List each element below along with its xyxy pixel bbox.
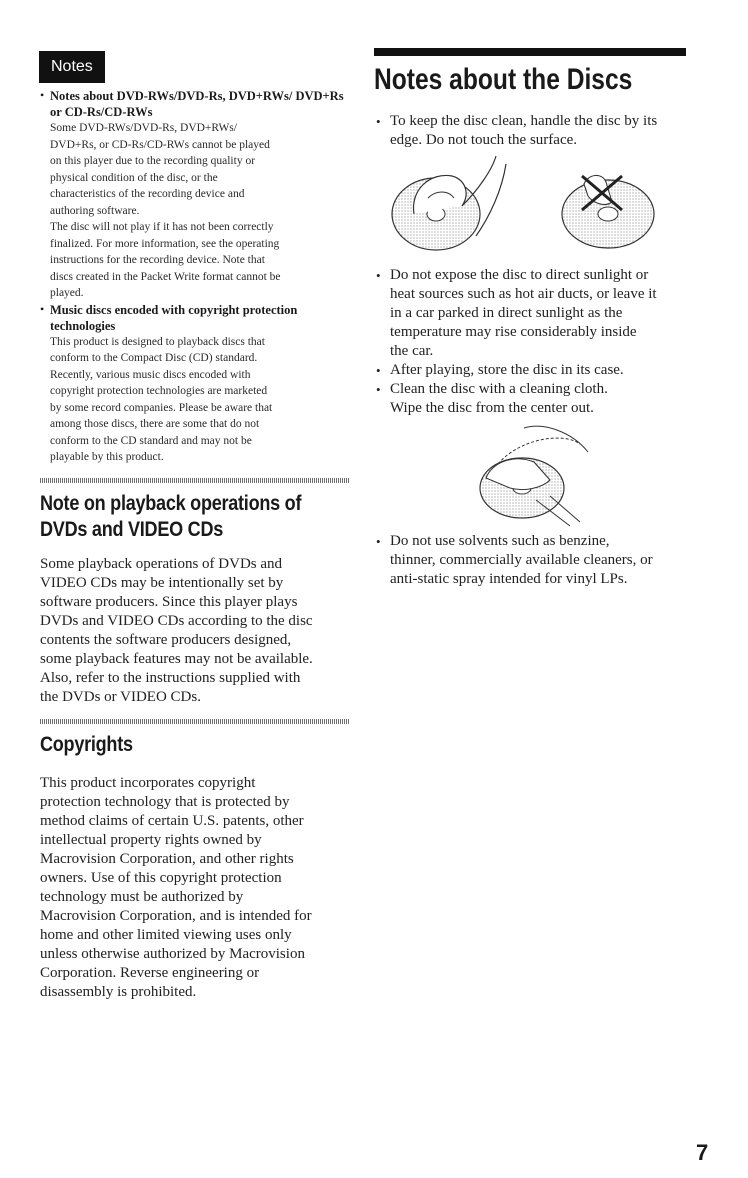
text-line: the car. (390, 343, 434, 359)
note-line: instructions for the recording device. Note that (50, 254, 265, 266)
note-title: • Music discs encoded with copyright protection technologies (50, 302, 298, 333)
note-line: DVD+Rs, or CD-Rs/CD-RWs cannot be played (50, 138, 270, 151)
note-item-music (40, 302, 350, 466)
text-line: thinner, commercially available cleaners, or (390, 552, 653, 568)
note-line: characteristics of the recording device and (50, 188, 245, 200)
text-line: method claims of certain U.S. patents, other (40, 812, 304, 829)
disc-notes-list (374, 112, 694, 150)
section-divider (40, 478, 350, 483)
note-line: played. (50, 287, 84, 299)
text-line: This product incorporates copyright (40, 774, 256, 791)
text-line: some playback features may not be available. (40, 650, 313, 667)
text-line: DVDs and VIDEO CDs according to the disc (40, 612, 313, 629)
text-line: • Do not expose the disc to direct sunlight or (390, 267, 649, 283)
heading-line: Note on playback operations of (40, 491, 302, 515)
note-item-dvd (40, 88, 350, 302)
heading-line: DVDs and VIDEO CDs (40, 517, 224, 541)
note-line: playable by this product. (50, 451, 164, 463)
text-line: • After playing, store the disc in its case. (390, 362, 624, 378)
text-line: software producers. Since this player plays (40, 593, 298, 610)
text-line: Wipe the disc from the center out. (390, 400, 594, 416)
note-line: The disc will not play if it has not been correctly (50, 221, 274, 233)
note-line: Recently, various music discs encoded with (50, 368, 251, 381)
text-line: Some playback operations of DVDs and (40, 555, 283, 572)
note-title: • Notes about DVD-RWs/DVD-Rs, DVD+RWs/ DVD+Rs or CD-Rs/CD-RWs (50, 89, 344, 119)
note-line: Some DVD-RWs/DVD-Rs, DVD+RWs/ (50, 122, 237, 134)
disc-held-by-edge-illustration (392, 156, 506, 250)
section-divider (40, 719, 350, 724)
disc-notes-list-last (374, 532, 694, 589)
note-line: This product is designed to playback discs that (50, 335, 265, 348)
text-line: temperature may rise considerably inside (390, 324, 637, 340)
disc-wipe-center-out-illustration (480, 426, 588, 526)
list-item (374, 532, 694, 589)
text-line: in a car parked in direct sunlight as the (390, 305, 623, 321)
copyrights-heading: Copyrights (40, 732, 133, 756)
note-line: conform to the CD standard and may not be (50, 434, 252, 447)
note-body (50, 334, 350, 466)
page-number: 7 (696, 1140, 709, 1165)
disc-handling-illustration (374, 150, 694, 258)
text-line: heat sources such as hot air ducts, or leave it (390, 286, 657, 302)
text-line: protection technology that is protected by (40, 793, 290, 810)
note-line: on this player due to the recording quality or (50, 155, 256, 167)
note-line: discs created in the Packet Write format cannot be (50, 270, 281, 283)
note-line: among those discs, there are some that do not (50, 418, 260, 430)
text-line: anti-static spray intended for vinyl LPs. (390, 571, 628, 587)
notes-badge: Notes (40, 52, 104, 82)
heading-rule (374, 48, 686, 56)
playback-paragraph (40, 555, 350, 707)
note-line: authoring software. (50, 204, 140, 217)
list-item (374, 112, 694, 150)
note-line: copyright protection technologies are marketed (50, 385, 268, 397)
note-line: finalized. For more information, see the operating (50, 237, 280, 250)
text-line: unless otherwise authorized by Macrovision (40, 945, 305, 962)
copyrights-paragraph (40, 774, 350, 1002)
text-line: • Do not use solvents such as benzine, (390, 533, 610, 549)
disc-cleaning-illustration (374, 418, 694, 530)
text-line: Also, refer to the instructions supplied with (40, 669, 301, 686)
text-line: disassembly is prohibited. (40, 983, 197, 1000)
disc-touch-surface-prohibited-illustration (562, 175, 654, 248)
text-line: Macrovision Corporation, and other rights (40, 850, 294, 867)
text-line: owners. Use of this copyright protection (40, 869, 282, 886)
list-item (374, 361, 694, 380)
text-line: VIDEO CDs may be intentionally set by (40, 574, 284, 591)
playback-heading (40, 491, 307, 543)
text-line: home and other limited viewing uses only (40, 926, 292, 943)
note-body (50, 120, 350, 302)
text-line: Macrovision Corporation, and is intended for (40, 907, 312, 924)
text-line: the DVDs or VIDEO CDs. (40, 688, 201, 705)
text-line: • Clean the disc with a cleaning cloth. (390, 381, 608, 397)
left-column (40, 52, 350, 1002)
text-line: intellectual property rights owned by (40, 831, 262, 848)
text-line: technology must be authorized by (40, 888, 244, 905)
text-line: contents the software producers designed, (40, 631, 292, 648)
notes-list (40, 88, 350, 466)
note-line: by some record companies. Please be aware that (50, 401, 273, 414)
text-line: • To keep the disc clean, handle the disc by its (390, 113, 658, 129)
discs-heading: Notes about the Discs (374, 63, 633, 96)
list-item (374, 380, 694, 418)
right-column (374, 48, 694, 589)
note-line: conform to the Compact Disc (CD) standard. (50, 352, 258, 364)
disc-notes-list-continued (374, 266, 694, 418)
text-line: edge. Do not touch the surface. (390, 132, 578, 148)
text-line: Corporation. Reverse engineering or (40, 964, 260, 981)
note-line: physical condition of the disc, or the (50, 171, 218, 184)
list-item (374, 266, 694, 361)
